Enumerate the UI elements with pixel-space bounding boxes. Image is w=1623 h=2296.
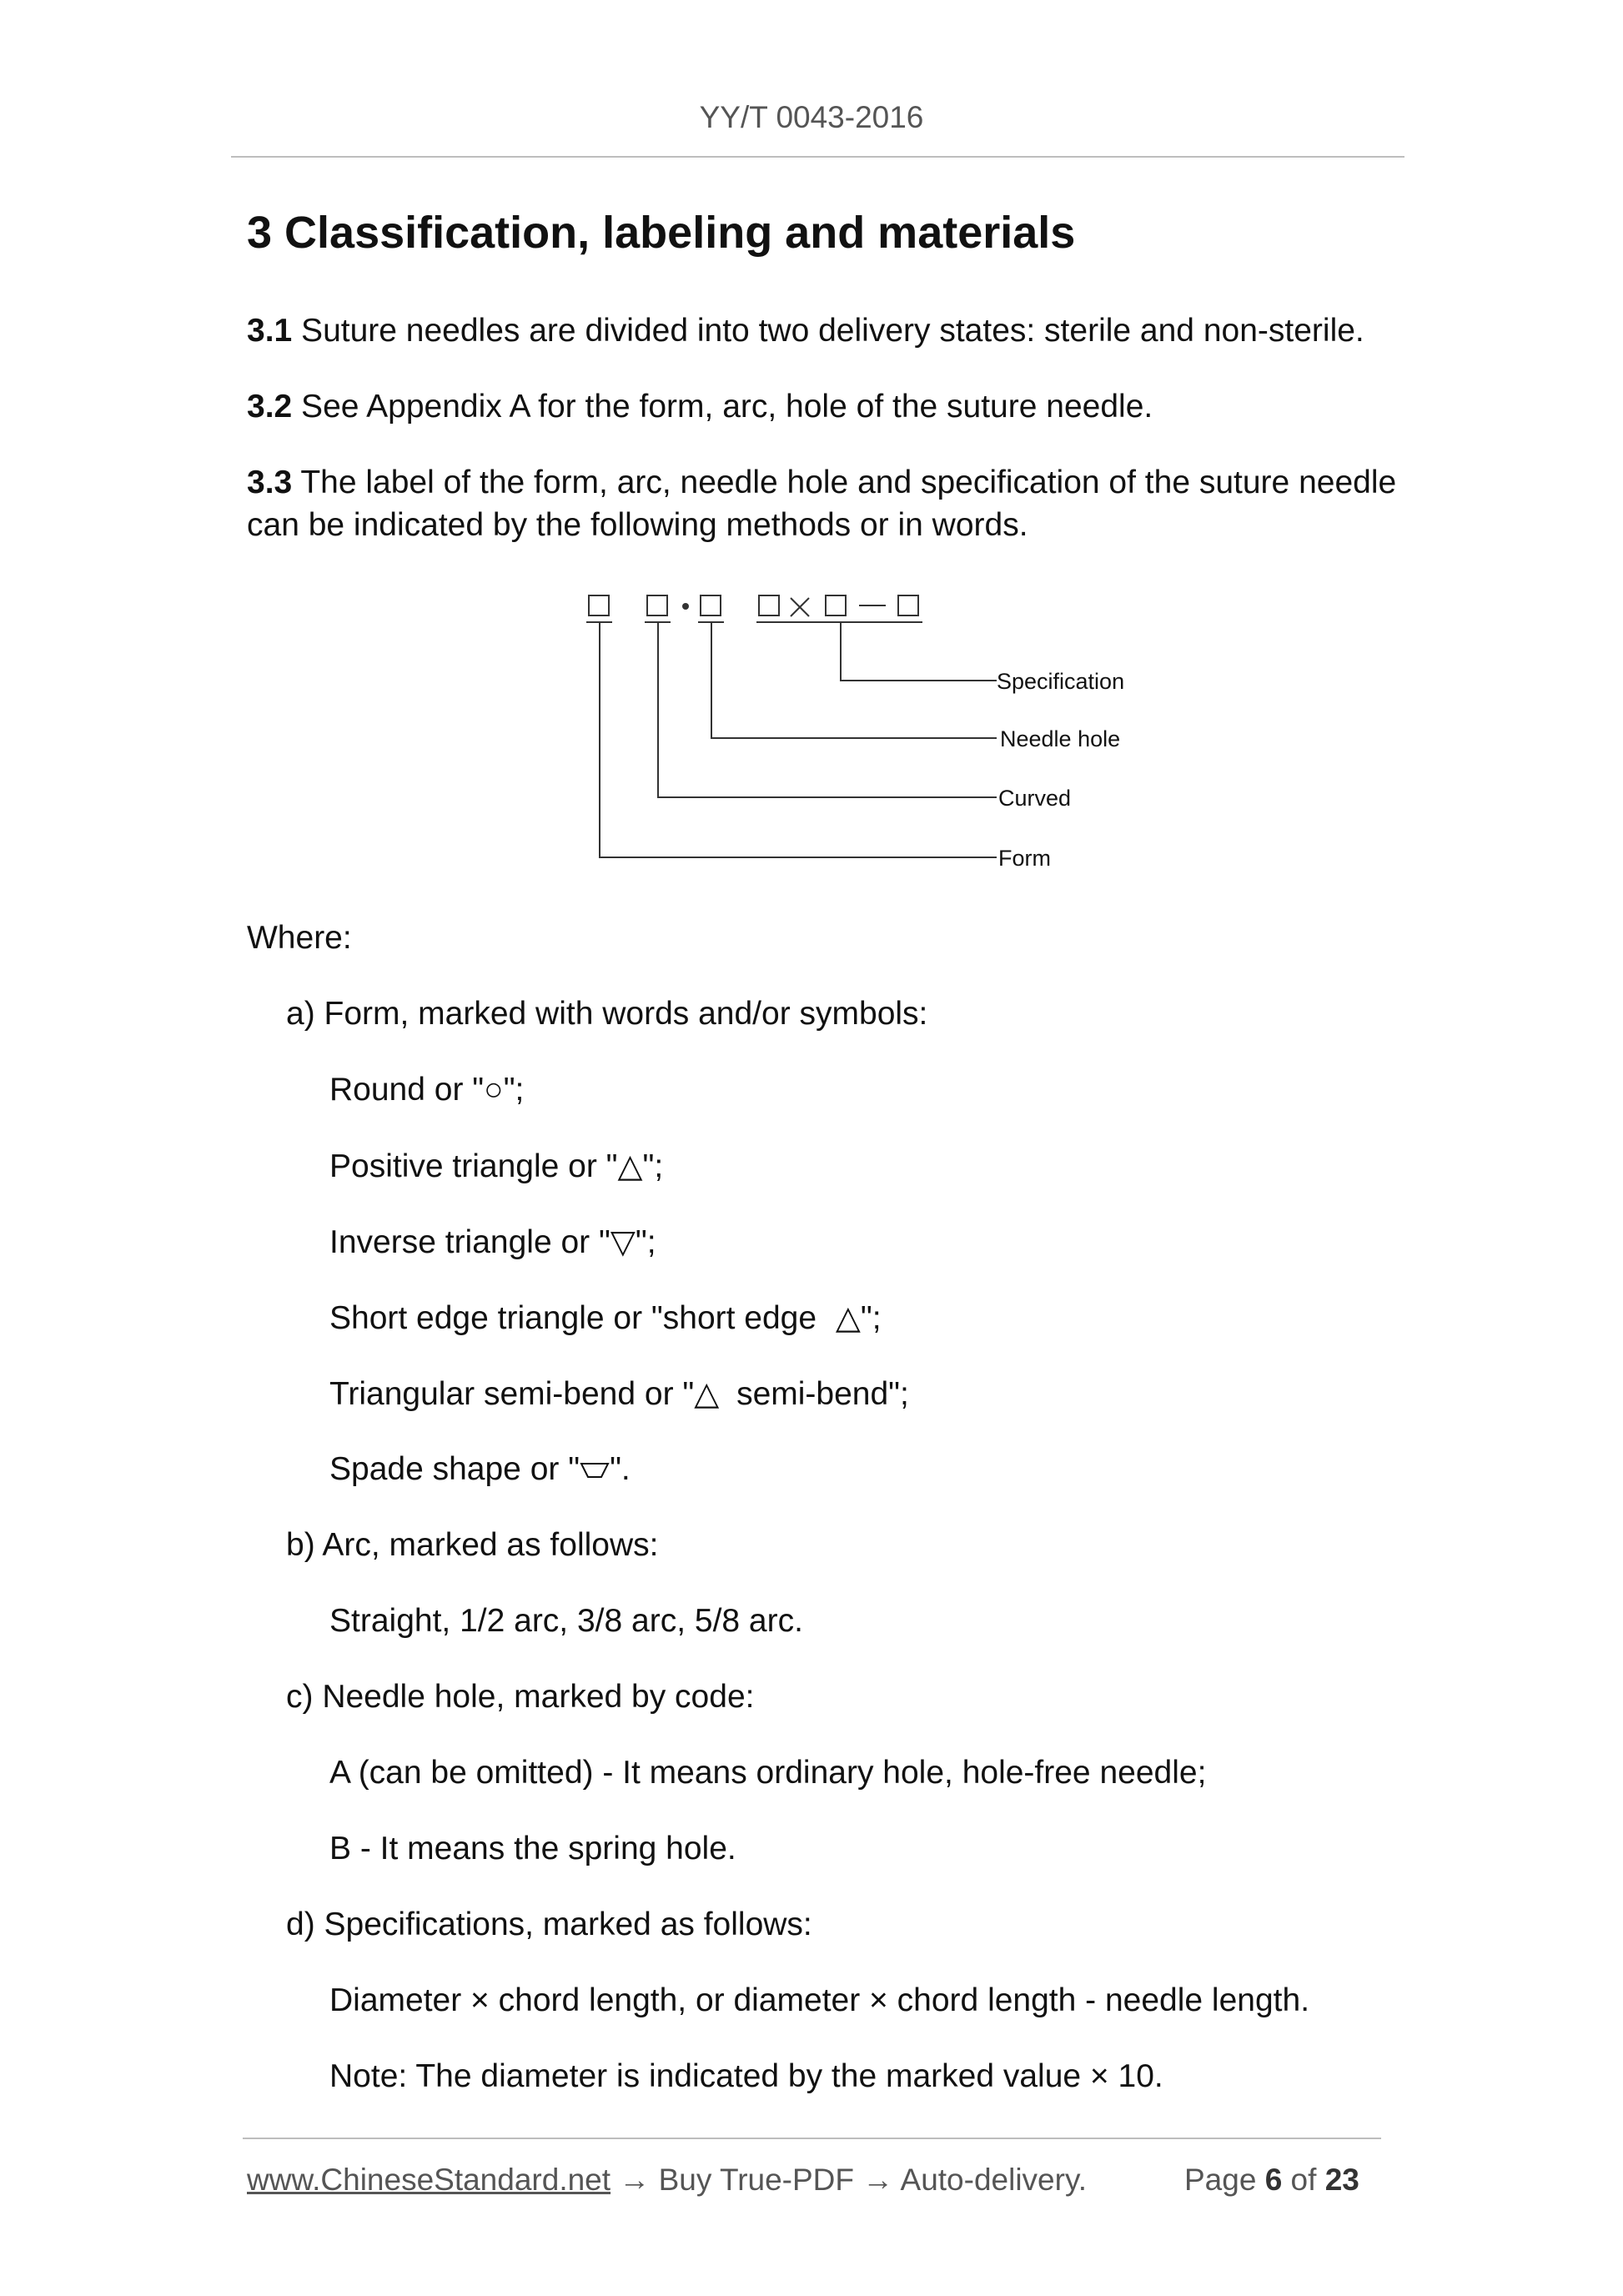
- dot-symbol: [682, 603, 689, 610]
- specification-leader-line: [841, 622, 997, 681]
- clause-text: Suture needles are divided into two delivery states: sterile and non-sterile.: [292, 313, 1364, 349]
- footer-promo: [247, 2163, 1087, 2198]
- chinese-standard-link[interactable]: www.ChineseStandard.net: [247, 2163, 611, 2197]
- triangle-up-symbol: △: [694, 1376, 720, 1412]
- spade-shape-icon: [580, 1459, 610, 1482]
- specifications-text: Diameter × chord length, or diameter × chord length - needle length.: [329, 1982, 1310, 2018]
- curved-label: Curved: [998, 786, 1072, 811]
- needle-hole-code-a: A (can be omitted) - It means ordinary hole, hole-free needle;: [329, 1755, 1207, 1791]
- form-box-symbol: [589, 595, 609, 615]
- specification-label: Specification: [997, 669, 1125, 694]
- form-label: Form: [998, 846, 1051, 871]
- chord-box-symbol: [826, 595, 846, 615]
- page-indicator: Page 6 of 23: [1184, 2163, 1359, 2197]
- specifications-heading: d) Specifications, marked as follows:: [286, 1907, 812, 1942]
- footer-divider: [243, 2138, 1381, 2139]
- standard-code-header: YY/T 0043-2016: [699, 100, 924, 134]
- clause-3-3-continuation: can be indicated by the following methods or in words.: [247, 507, 1028, 543]
- total-pages-number: 23: [1324, 2163, 1359, 2197]
- triangle-up-symbol: △: [617, 1148, 643, 1184]
- clause-text: The label of the form, arc, needle hole and specification of the suture needle: [292, 465, 1397, 500]
- section-title: 3 Classification, labeling and materials: [247, 208, 1076, 258]
- footer-promo-text: → Buy True-PDF → Auto-delivery.: [611, 2163, 1087, 2197]
- form-heading: a) Form, marked with words and/or symbols:: [286, 996, 928, 1032]
- form-item-short-edge-triangle: Short edge triangle or "short edge △";: [329, 1300, 882, 1336]
- form-item-round: Round or "○";: [329, 1072, 525, 1108]
- labeling-diagram: [0, 0, 1623, 917]
- current-page-number: 6: [1264, 2163, 1283, 2197]
- needle-hole-heading: c) Needle hole, marked by code:: [286, 1679, 755, 1715]
- curved-leader-line: [658, 622, 997, 797]
- diameter-box-symbol: [759, 595, 779, 615]
- clause-text: See Appendix A for the form, arc, hole of the suture needle.: [292, 389, 1153, 425]
- specifications-note: Note: The diameter is indicated by the marked value × 10.: [329, 2058, 1163, 2094]
- arc-box-symbol: [647, 595, 667, 615]
- clause-number: 3.3: [247, 465, 293, 500]
- where-intro: Where:: [247, 920, 352, 956]
- clause-number: 3.1: [247, 313, 293, 349]
- triangle-down-symbol: ▽: [610, 1224, 636, 1260]
- arc-heading: b) Arc, marked as follows:: [286, 1527, 659, 1563]
- length-box-symbol: [898, 595, 918, 615]
- needle-hole-label: Needle hole: [1000, 726, 1121, 751]
- form-leader-line: [600, 622, 997, 857]
- needle-hole-code-b: B - It means the spring hole.: [329, 1831, 736, 1866]
- form-item-inverse-triangle: Inverse triangle or "▽";: [329, 1224, 656, 1260]
- circle-symbol: ○: [484, 1072, 504, 1108]
- hole-box-symbol: [701, 595, 721, 615]
- form-item-positive-triangle: Positive triangle or "△";: [329, 1148, 664, 1184]
- arc-values: Straight, 1/2 arc, 3/8 arc, 5/8 arc.: [329, 1603, 803, 1639]
- form-item-spade-shape: Spade shape or " ".: [329, 1451, 631, 1487]
- triangle-up-symbol: △: [835, 1300, 861, 1336]
- form-item-triangular-semi-bend: Triangular semi-bend or "△ semi-bend";: [329, 1376, 909, 1412]
- clause-number: 3.2: [247, 389, 293, 425]
